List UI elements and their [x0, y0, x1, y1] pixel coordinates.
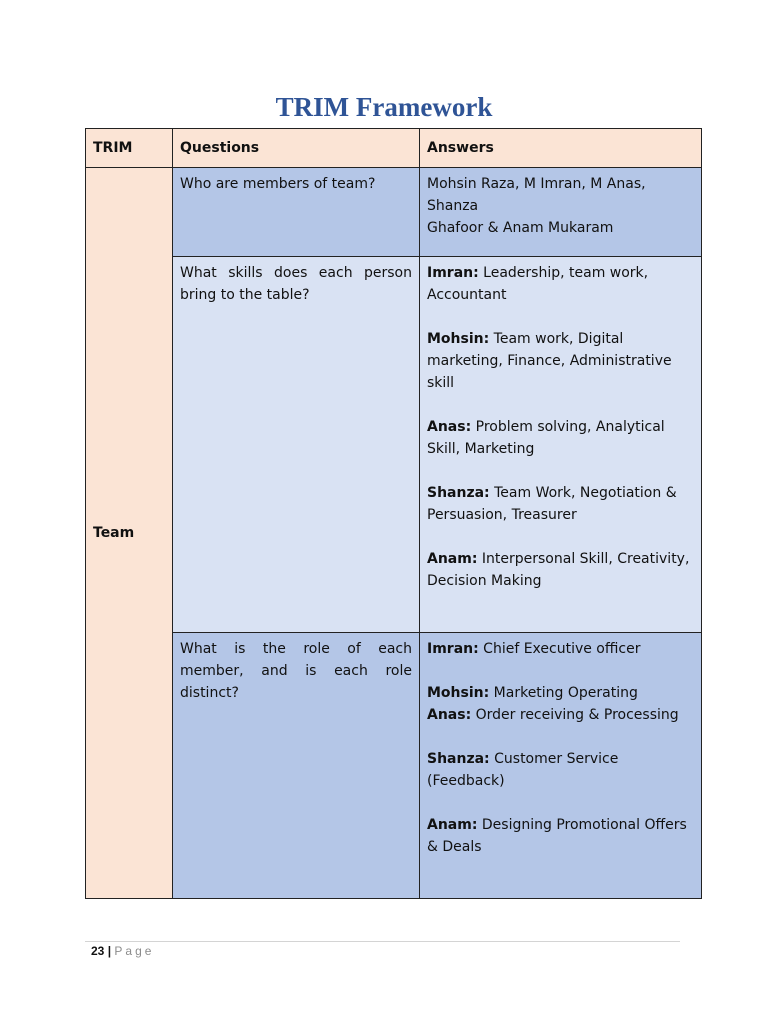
question-cell: What is the role of each member, and is each role distinct?: [173, 633, 420, 899]
table-row: [86, 633, 702, 899]
category-cell: Team: [86, 168, 173, 899]
member-name: Anam:: [427, 817, 478, 833]
member-detail: Interpersonal Skill, Creativity, Decision Making: [427, 551, 690, 589]
answer-item: [427, 704, 694, 726]
member-name: Anas:: [427, 419, 472, 435]
member-name: Mohsin:: [427, 331, 490, 347]
answer-item: [427, 328, 694, 394]
question-cell: What skills does each person bring to the table?: [173, 257, 420, 633]
member-detail: Chief Executive officer: [478, 641, 641, 657]
table-row: [86, 257, 702, 633]
header-questions: Questions: [173, 129, 420, 168]
answer-item: [427, 814, 694, 858]
page-footer: [91, 944, 154, 958]
footer-separator: |: [104, 944, 115, 958]
answer-line: Mohsin Raza, M Imran, M Anas, Shanza: [427, 176, 646, 214]
answer-line: Ghafoor & Anam Mukaram: [427, 220, 614, 236]
answer-cell: [420, 633, 702, 899]
answer-item: [427, 748, 694, 792]
member-detail: Team work, Digital marketing, Finance, Administrative skill: [427, 331, 672, 391]
member-detail: Order receiving & Processing: [471, 707, 679, 723]
member-detail: Problem solving, Analytical Skill, Marketing: [427, 419, 665, 457]
answer-item: [427, 262, 694, 306]
answer-item: [427, 638, 694, 660]
answer-cell: [420, 168, 702, 257]
header-trim: TRIM: [86, 129, 173, 168]
header-answers: Answers: [420, 129, 702, 168]
member-detail: Customer Service (Feedback): [427, 751, 619, 789]
answer-item: [427, 682, 694, 704]
member-detail: Team Work, Negotiation & Persuasion, Treasurer: [427, 485, 677, 523]
answer-item: [427, 482, 694, 526]
member-name: Mohsin:: [427, 685, 490, 701]
table-row: [86, 168, 702, 257]
page-number: 23: [91, 944, 105, 958]
table-header-row: [86, 129, 702, 168]
member-name: Imran:: [427, 641, 479, 657]
trim-table: [85, 128, 702, 899]
answer-item: [427, 548, 694, 592]
member-name: Imran:: [427, 265, 479, 281]
member-name: Shanza:: [427, 485, 490, 501]
page-label: Page: [114, 944, 155, 958]
footer-divider: [85, 941, 680, 942]
question-cell: Who are members of team?: [173, 168, 420, 257]
member-name: Anam:: [427, 551, 478, 567]
page-title: TRIM Framework: [275, 92, 493, 122]
member-detail: Marketing Operating: [489, 685, 638, 701]
member-name: Anas:: [427, 707, 472, 723]
member-detail: Designing Promotional Offers & Deals: [427, 817, 687, 855]
member-detail: Leadership, team work, Accountant: [427, 265, 649, 303]
member-name: Shanza:: [427, 751, 490, 767]
answer-item: [427, 416, 694, 460]
answer-cell: [420, 257, 702, 633]
